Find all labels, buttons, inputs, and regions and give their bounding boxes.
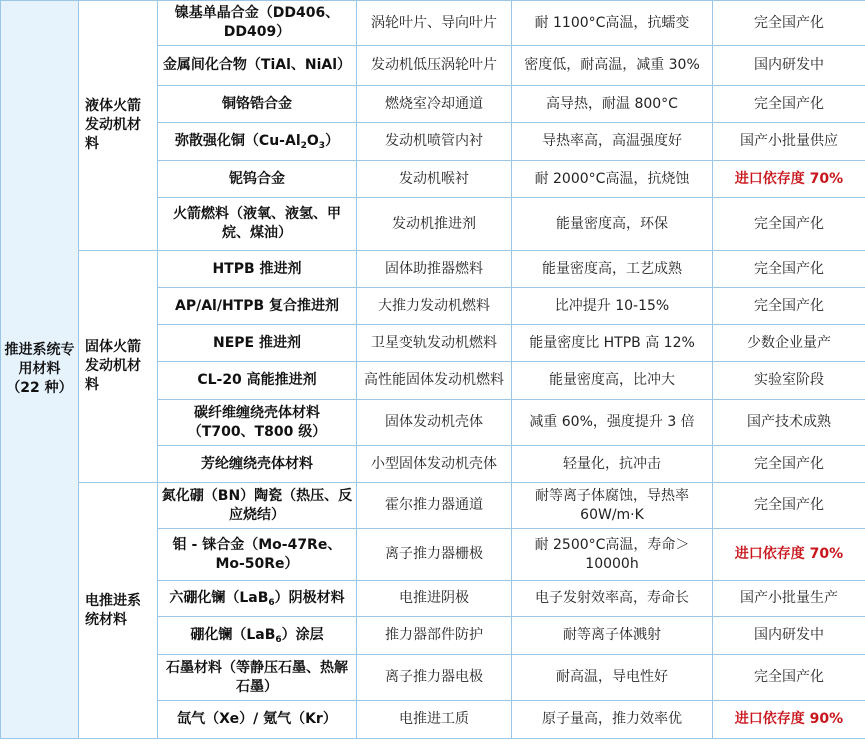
status-cell: 国产小批量生产 bbox=[713, 581, 865, 617]
material-name: 镍基单晶合金（DD406、DD409） bbox=[174, 5, 340, 40]
feature-cell: 能量密度比 HTPB 高 12% bbox=[512, 325, 713, 362]
feature-cell: 耐 2000°C高温，抗烧蚀 bbox=[512, 161, 713, 198]
subscript: 2 bbox=[300, 141, 307, 151]
status-cell: 少数企业量产 bbox=[713, 325, 865, 362]
status-cell: 国产小批量供应 bbox=[713, 123, 865, 161]
material-cell: CL-20 高能推进剂 bbox=[158, 362, 357, 400]
group-label: 电推进系统材料 bbox=[85, 592, 141, 628]
status-cell: 国内研发中 bbox=[713, 46, 865, 86]
subscript: 6 bbox=[268, 598, 275, 608]
group-cell bbox=[79, 1, 158, 251]
use-cell: 发动机低压涡轮叶片 bbox=[357, 46, 512, 86]
feature-cell: 耐等离子体腐蚀，导热率 60W/m·K bbox=[512, 483, 713, 529]
use-cell: 电推进阴极 bbox=[357, 581, 512, 617]
group-cell bbox=[79, 251, 158, 483]
table-row bbox=[1, 251, 865, 288]
material-cell: 铜铬锆合金 bbox=[158, 86, 357, 123]
material-text: 六硼化镧（LaB bbox=[169, 590, 269, 606]
use-cell: 发动机喷管内衬 bbox=[357, 123, 512, 161]
status-cell-import: 进口依存度 70% bbox=[713, 161, 865, 198]
feature-cell: 高导热，耐温 800°C bbox=[512, 86, 713, 123]
material-cell bbox=[158, 581, 357, 617]
category-label: 推进系统专用材料（22 种） bbox=[4, 342, 75, 396]
material-cell: 芳纶缠绕壳体材料 bbox=[158, 446, 357, 483]
table-row bbox=[1, 1, 865, 46]
material-text: O bbox=[306, 133, 319, 149]
material-cell bbox=[158, 617, 357, 655]
material-cell: HTPB 推进剂 bbox=[158, 251, 357, 288]
status-cell: 完全国产化 bbox=[713, 198, 865, 251]
feature-cell: 密度低，耐高温，减重 30% bbox=[512, 46, 713, 86]
use-cell: 固体发动机壳体 bbox=[357, 400, 512, 446]
material-text: 弥散强化铜（Cu-Al bbox=[174, 133, 301, 149]
feature-cell: 导热率高，高温强度好 bbox=[512, 123, 713, 161]
group-cell bbox=[79, 483, 158, 739]
material-cell: 铌钨合金 bbox=[158, 161, 357, 198]
material-text: ）阴极材料 bbox=[274, 590, 345, 606]
material-cell: NEPE 推进剂 bbox=[158, 325, 357, 362]
status-cell: 完全国产化 bbox=[713, 655, 865, 701]
material-cell: 石墨材料（等静压石墨、热解石墨） bbox=[158, 655, 357, 701]
feature-cell: 耐高温，导电性好 bbox=[512, 655, 713, 701]
material-cell: AP/Al/HTPB 复合推进剂 bbox=[158, 288, 357, 325]
use-cell: 发动机推进剂 bbox=[357, 198, 512, 251]
use-cell: 离子推力器电极 bbox=[357, 655, 512, 701]
feature-cell: 耐 1100°C高温，抗蠕变 bbox=[512, 1, 713, 46]
feature-cell: 耐等离子体溅射 bbox=[512, 617, 713, 655]
status-cell: 实验室阶段 bbox=[713, 362, 865, 400]
use-cell: 卫星变轨发动机燃料 bbox=[357, 325, 512, 362]
status-cell-import: 进口依存度 90% bbox=[713, 701, 865, 739]
use-cell: 燃烧室冷却通道 bbox=[357, 86, 512, 123]
feature-cell: 能量密度高，环保 bbox=[512, 198, 713, 251]
use-cell: 涡轮叶片、导向叶片 bbox=[357, 1, 512, 46]
use-cell: 高性能固体发动机燃料 bbox=[357, 362, 512, 400]
material-cell: 钼 - 铼合金（Mo-47Re、Mo-50Re） bbox=[158, 529, 357, 581]
material-cell: 氙气（Xe）/ 氪气（Kr） bbox=[158, 701, 357, 739]
status-cell: 完全国产化 bbox=[713, 288, 865, 325]
use-cell: 发动机喉衬 bbox=[357, 161, 512, 198]
status-cell: 完全国产化 bbox=[713, 251, 865, 288]
status-cell: 国内研发中 bbox=[713, 617, 865, 655]
status-cell: 国产技术成熟 bbox=[713, 400, 865, 446]
material-text: ） bbox=[325, 133, 340, 149]
material-cell: 金属间化合物（TiAl、NiAl） bbox=[158, 46, 357, 86]
material-cell bbox=[158, 1, 357, 46]
feature-cell: 减重 60%，强度提升 3 倍 bbox=[512, 400, 713, 446]
material-cell: 氮化硼（BN）陶瓷（热压、反应烧结） bbox=[158, 483, 357, 529]
status-cell: 完全国产化 bbox=[713, 446, 865, 483]
use-cell: 电推进工质 bbox=[357, 701, 512, 739]
table-row bbox=[1, 483, 865, 529]
use-cell: 推力器部件防护 bbox=[357, 617, 512, 655]
material-cell bbox=[158, 123, 357, 161]
feature-cell: 电子发射效率高，寿命长 bbox=[512, 581, 713, 617]
material-text: 硼化镧（LaB bbox=[190, 627, 276, 643]
feature-cell: 能量密度高，比冲大 bbox=[512, 362, 713, 400]
use-cell: 固体助推器燃料 bbox=[357, 251, 512, 288]
feature-cell: 原子量高，推力效率优 bbox=[512, 701, 713, 739]
subscript: 3 bbox=[318, 141, 326, 151]
use-cell: 大推力发动机燃料 bbox=[357, 288, 512, 325]
material-cell: 火箭燃料（液氧、液氢、甲烷、煤油） bbox=[158, 198, 357, 251]
group-label: 液体火箭发动机材料 bbox=[85, 98, 141, 152]
status-cell: 完全国产化 bbox=[713, 483, 865, 529]
feature-cell: 耐 2500°C高温，寿命＞10000h bbox=[512, 529, 713, 581]
use-cell: 离子推力器栅极 bbox=[357, 529, 512, 581]
feature-cell: 轻量化，抗冲击 bbox=[512, 446, 713, 483]
status-cell: 完全国产化 bbox=[713, 1, 865, 46]
feature-cell: 能量密度高，工艺成熟 bbox=[512, 251, 713, 288]
subscript: 6 bbox=[275, 635, 282, 645]
status-cell: 完全国产化 bbox=[713, 86, 865, 123]
status-cell-import: 进口依存度 70% bbox=[713, 529, 865, 581]
material-text: ）涂层 bbox=[281, 627, 324, 643]
group-label: 固体火箭发动机材料 bbox=[85, 339, 141, 393]
material-cell: 碳纤维缠绕壳体材料（T700、T800 级） bbox=[158, 400, 357, 446]
category-cell bbox=[1, 1, 79, 739]
use-cell: 小型固体发动机壳体 bbox=[357, 446, 512, 483]
feature-cell: 比冲提升 10-15% bbox=[512, 288, 713, 325]
use-cell: 霍尔推力器通道 bbox=[357, 483, 512, 529]
